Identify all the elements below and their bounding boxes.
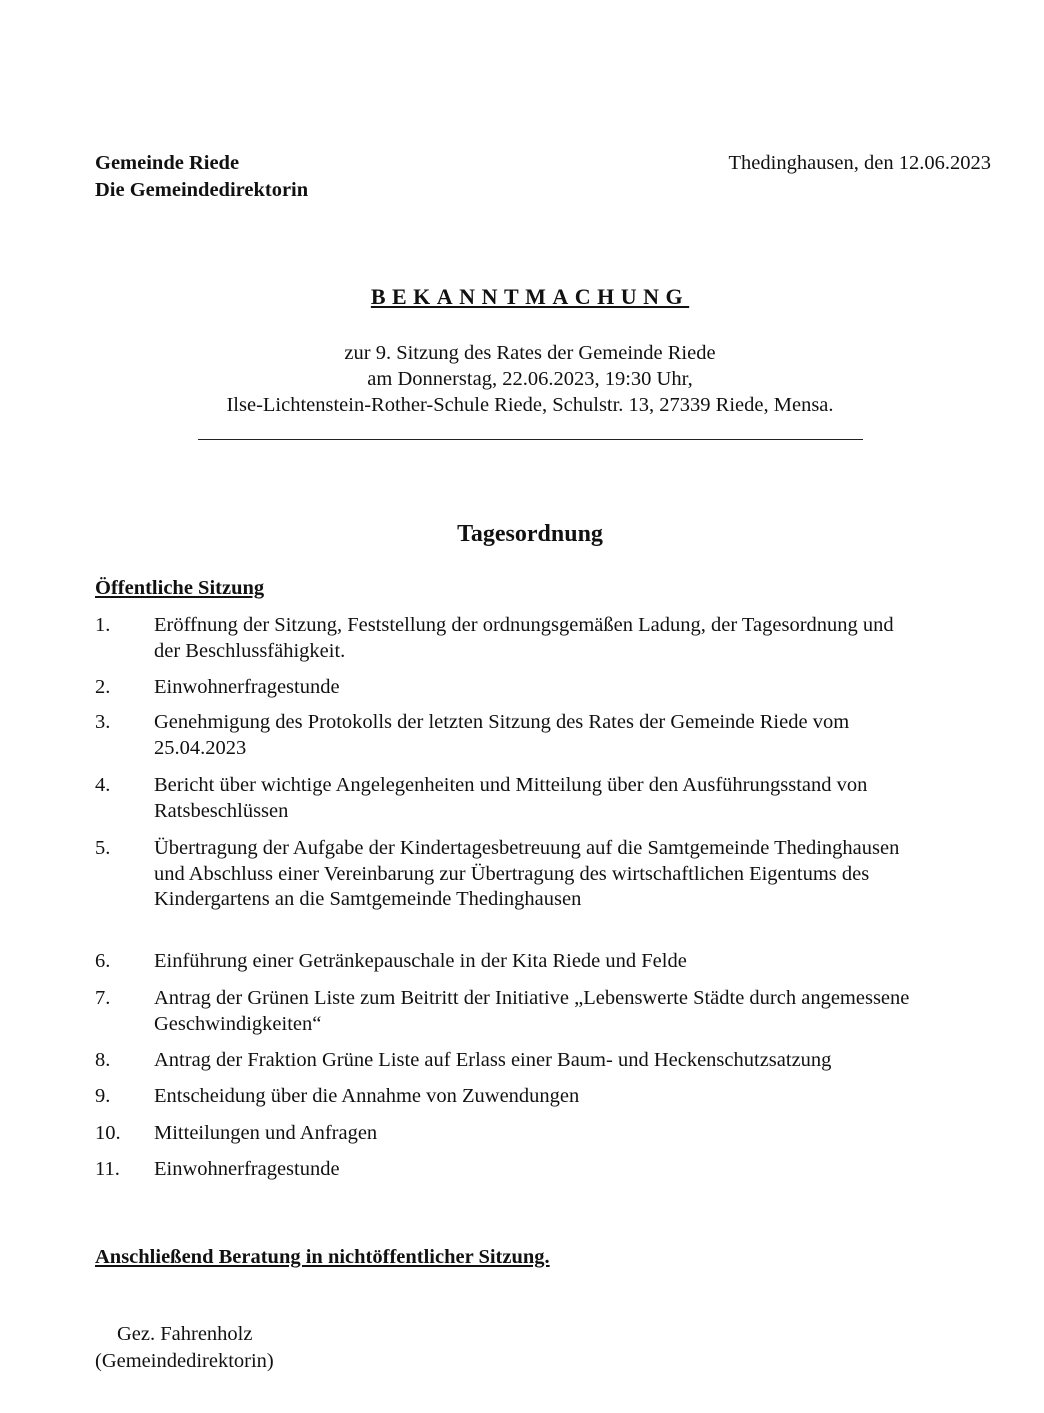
agenda-item-line: Einwohnerfragestunde bbox=[154, 676, 340, 698]
agenda-item-text bbox=[154, 1048, 995, 1074]
place-date: Thedinghausen, den 12.06.2023 bbox=[728, 152, 991, 174]
agenda-item-line: 25.04.2023 bbox=[154, 736, 247, 759]
announcement-headline: BEKANNTMACHUNG bbox=[370, 284, 690, 309]
agenda-item-text bbox=[154, 710, 995, 761]
agenda-item-line: Übertragung der Aufgabe der Kindertagesbetreuung auf die Samtgemeinde Thedinghausen bbox=[154, 837, 900, 859]
sender-block bbox=[95, 150, 308, 204]
agenda-item-2 bbox=[95, 675, 995, 701]
agenda-item-number: 7. bbox=[95, 987, 111, 1009]
meeting-location: Ilse-Lichtenstein-Rother-Schule Riede, Schulstr. 13, 27339 Riede, Mensa. bbox=[226, 394, 834, 416]
agenda-item-line: und Abschluss einer Vereinbarung zur Übertragung des wirtschaftlichen Eigentums des bbox=[154, 862, 870, 885]
agenda-item-line: Kindergartens an die Samtgemeinde Thedinghausen bbox=[154, 888, 582, 910]
agenda-item-3 bbox=[95, 710, 995, 761]
agenda-item-line: Einwohnerfragestunde bbox=[154, 1158, 340, 1180]
agenda-item-text bbox=[154, 1157, 995, 1183]
agenda-item-6 bbox=[95, 949, 995, 975]
signature-role: (Gemeindedirektorin) bbox=[95, 1350, 274, 1372]
agenda-item-10 bbox=[95, 1121, 995, 1147]
agenda-item-text bbox=[154, 1121, 995, 1147]
sender-organization: Gemeinde Riede bbox=[95, 152, 240, 174]
agenda-item-4 bbox=[95, 773, 995, 824]
signature-name: Gez. Fahrenholz bbox=[117, 1323, 253, 1345]
agenda-item-8 bbox=[95, 1048, 995, 1074]
agenda-item-line: Antrag der Grünen Liste zum Beitritt der Initiative „Lebenswerte Städte durch angemessene bbox=[154, 987, 910, 1009]
separator-line bbox=[198, 439, 863, 440]
agenda-item-number: 8. bbox=[95, 1049, 111, 1071]
agenda-title: Tagesordnung bbox=[457, 521, 603, 547]
agenda-item-line: Bericht über wichtige Angelegenheiten und Mitteilung über den Ausführungsstand von bbox=[154, 774, 868, 796]
agenda-item-1 bbox=[95, 613, 995, 664]
agenda-item-text bbox=[154, 949, 995, 975]
agenda-item-7 bbox=[95, 986, 995, 1037]
agenda-item-line: Ratsbeschlüssen bbox=[154, 799, 289, 822]
agenda-item-number: 10. bbox=[95, 1122, 121, 1144]
agenda-item-text bbox=[154, 773, 995, 824]
agenda-item-5 bbox=[95, 836, 995, 913]
agenda-item-line: Genehmigung des Protokolls der letzten Sitzung des Rates der Gemeinde Riede vom bbox=[154, 711, 850, 733]
agenda-item-text bbox=[154, 613, 995, 664]
agenda-item-line: Einführung einer Getränkepauschale in der Kita Riede und Felde bbox=[154, 950, 687, 972]
agenda-item-number: 9. bbox=[95, 1085, 111, 1107]
agenda-item-text bbox=[154, 836, 995, 913]
meeting-datetime: am Donnerstag, 22.06.2023, 19:30 Uhr, bbox=[367, 368, 693, 390]
agenda-item-number: 4. bbox=[95, 774, 111, 796]
meeting-details bbox=[0, 340, 1044, 418]
agenda-item-number: 2. bbox=[95, 676, 111, 698]
sender-office: Die Gemeindedirektorin bbox=[95, 179, 309, 201]
meeting-session: zur 9. Sitzung des Rates der Gemeinde Riede bbox=[344, 342, 716, 364]
agenda-item-number: 6. bbox=[95, 950, 111, 972]
agenda-item-line: Eröffnung der Sitzung, Feststellung der ordnungsgemäßen Ladung, der Tagesordnung und bbox=[154, 614, 894, 636]
agenda-item-number: 11. bbox=[95, 1158, 120, 1180]
public-session-heading: Öffentliche Sitzung bbox=[95, 577, 265, 599]
agenda-item-line: Geschwindigkeiten“ bbox=[154, 1012, 322, 1035]
agenda-item-number: 3. bbox=[95, 711, 111, 733]
agenda-item-text bbox=[154, 986, 995, 1037]
agenda-item-line: Mitteilungen und Anfragen bbox=[154, 1122, 378, 1144]
closed-session-note: Anschließend Beratung in nichtöffentlicher Sitzung. bbox=[95, 1246, 550, 1268]
agenda-item-9 bbox=[95, 1084, 995, 1110]
agenda-item-line: Entscheidung über die Annahme von Zuwendungen bbox=[154, 1085, 580, 1107]
agenda-item-text bbox=[154, 1084, 995, 1110]
agenda-item-text bbox=[154, 675, 995, 701]
agenda-item-number: 5. bbox=[95, 837, 111, 859]
agenda-item-11 bbox=[95, 1157, 995, 1183]
agenda-item-line: Antrag der Fraktion Grüne Liste auf Erlass einer Baum- und Heckenschutzsatzung bbox=[154, 1049, 832, 1071]
agenda-item-line: der Beschlussfähigkeit. bbox=[154, 639, 346, 662]
agenda-item-number: 1. bbox=[95, 614, 111, 636]
